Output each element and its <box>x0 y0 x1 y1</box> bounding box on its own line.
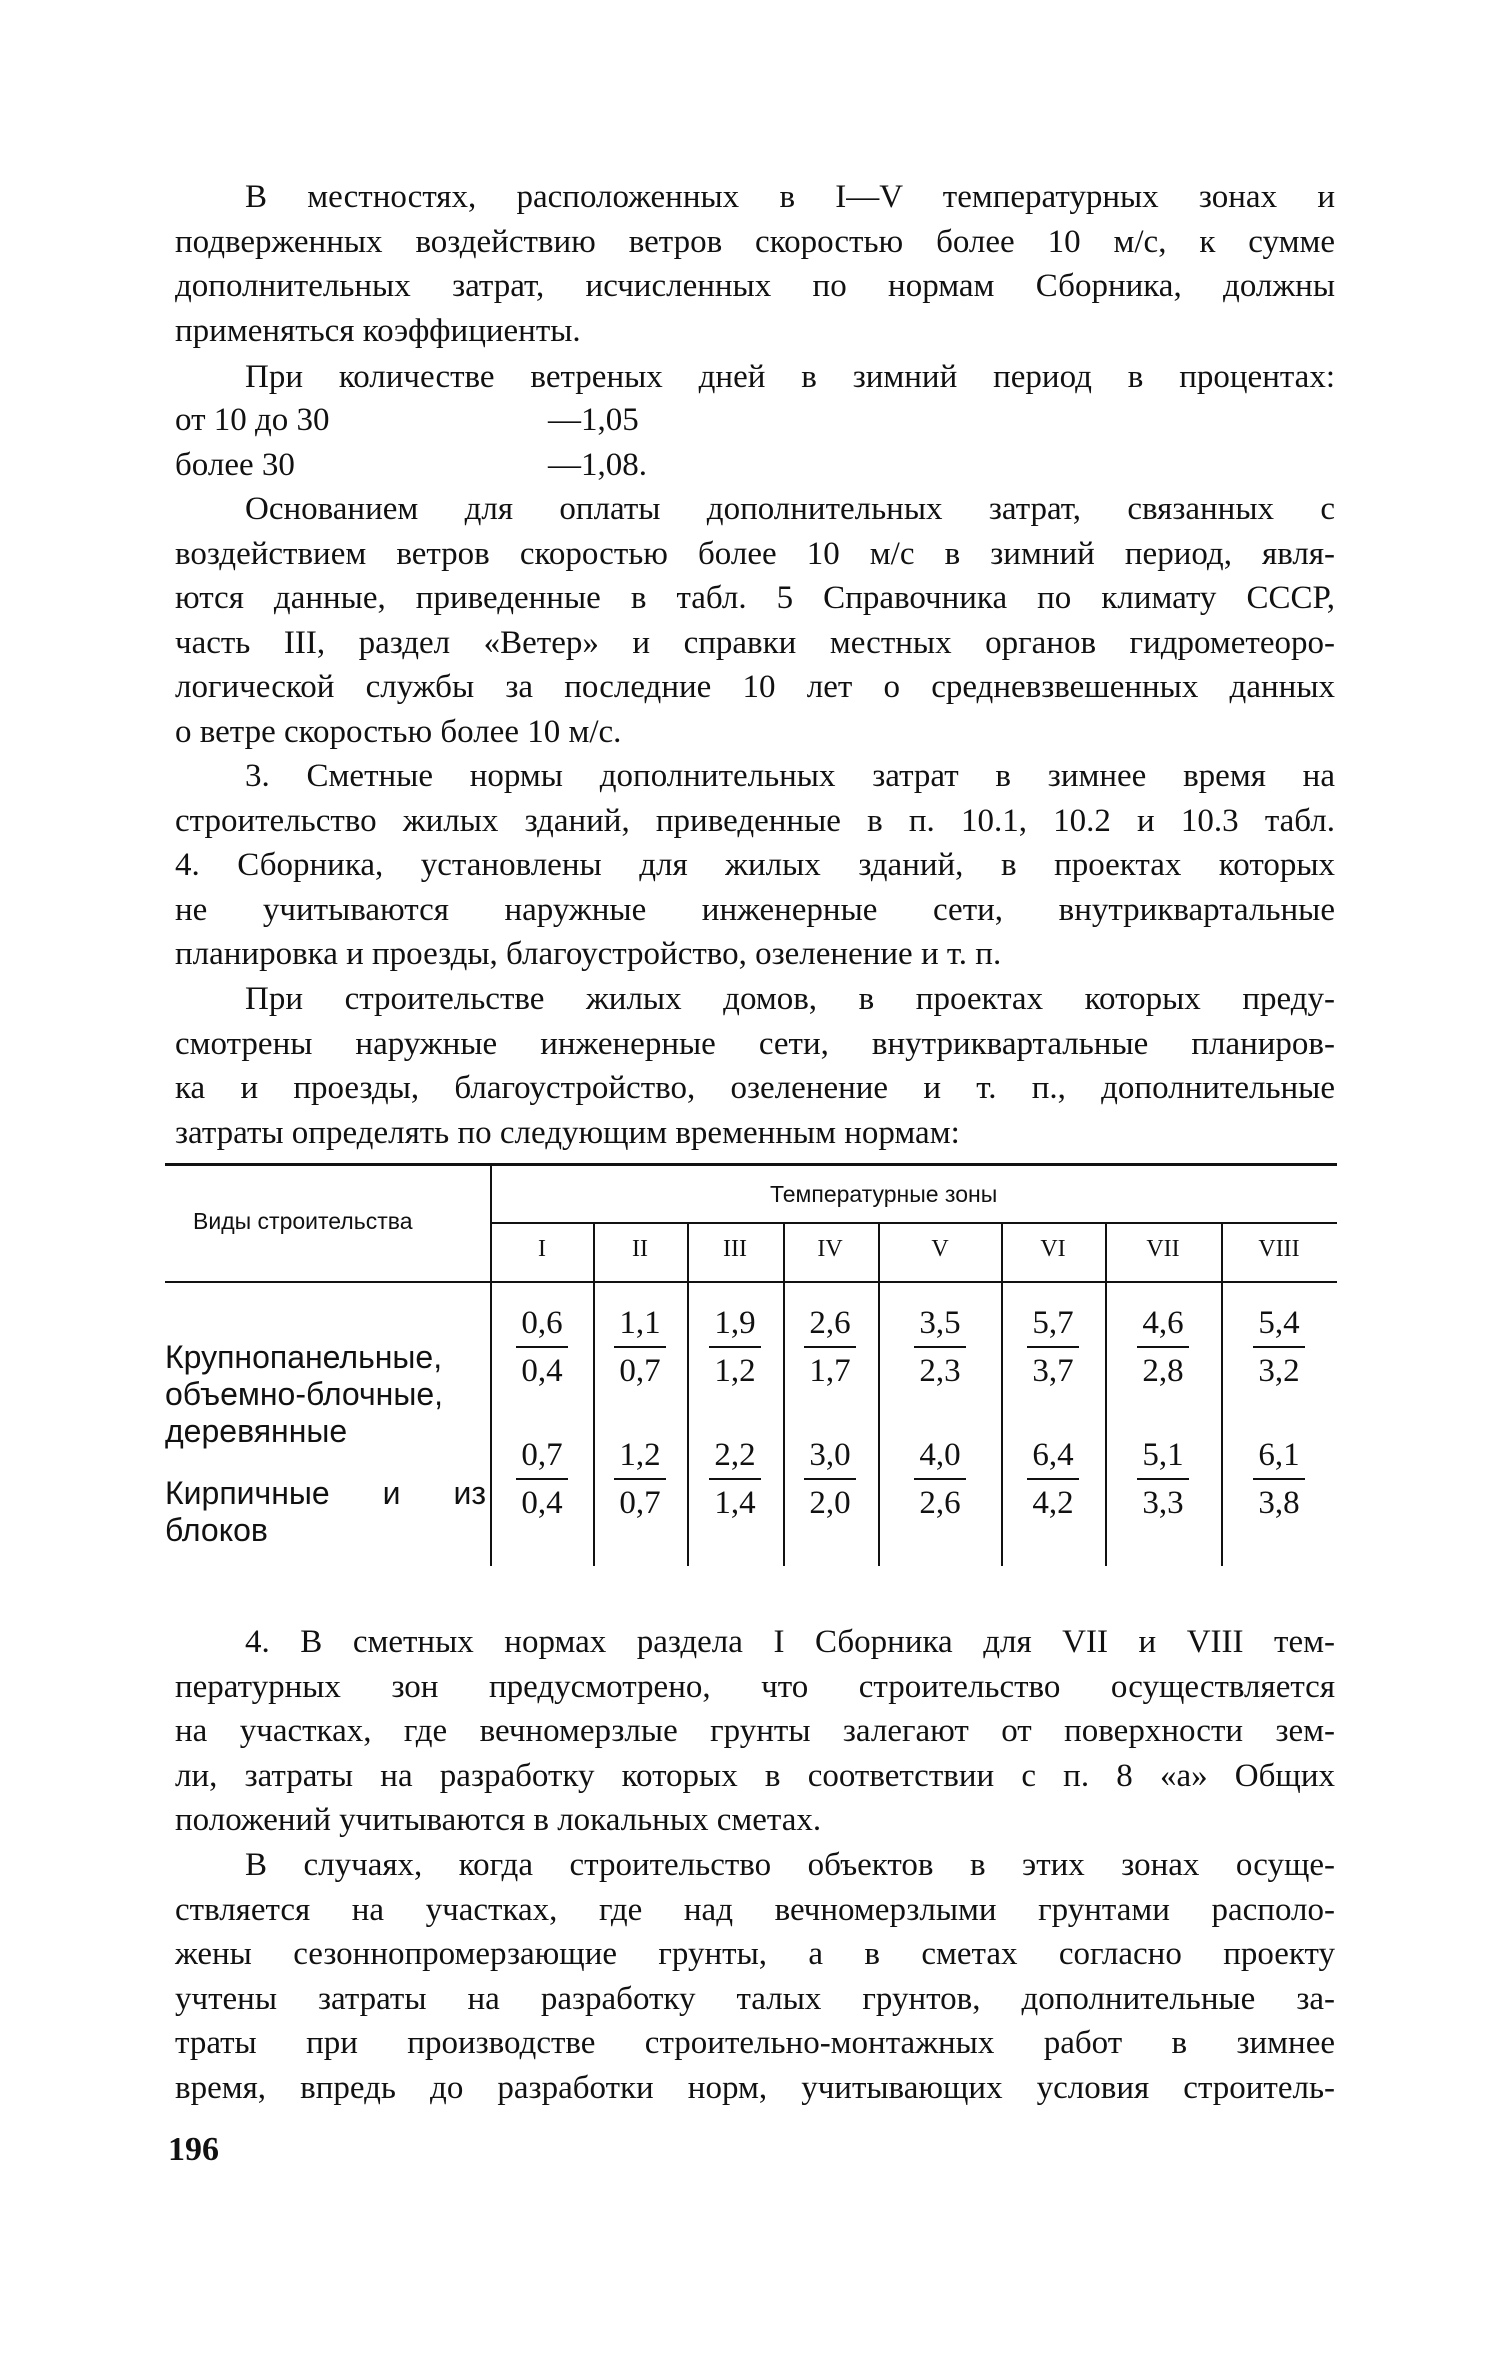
cell-numerator: 3,5 <box>919 1305 961 1341</box>
cell-numerator: 4,0 <box>919 1437 961 1473</box>
cell-numerator: 1,2 <box>619 1437 661 1473</box>
cell-denominator: 3,7 <box>1032 1353 1074 1389</box>
page-number: 196 <box>168 2131 219 2168</box>
zone-label: V <box>931 1236 949 1262</box>
zone-label: I <box>538 1236 546 1262</box>
text-line: смотрены наружные инженерные сети, внутриквартальные планиров- <box>175 1025 1335 1062</box>
cell-denominator: 2,0 <box>809 1485 851 1521</box>
text-line: планировка и проезды, благоустройство, озеленение и т. п. <box>175 936 1002 972</box>
cell-denominator: 1,2 <box>714 1353 756 1389</box>
paragraph-6 <box>175 1620 1335 1843</box>
row-label-line: блоков <box>165 1512 268 1548</box>
cell-numerator: 6,4 <box>1032 1437 1074 1473</box>
text-line: затраты определять по следующим временным нормам: <box>175 1114 960 1151</box>
table-divider <box>1001 1224 1003 1566</box>
fraction-bar <box>1027 1478 1079 1480</box>
cell-denominator: 0,4 <box>521 1485 563 1521</box>
row-label-line: Крупнопанельные, <box>165 1339 443 1375</box>
fraction-bar <box>709 1346 761 1348</box>
table-divider <box>1221 1224 1223 1566</box>
paragraph-3 <box>175 487 1335 754</box>
row-label-line <box>165 1475 490 1512</box>
winter-cost-table <box>165 1163 1337 1566</box>
text-line: 3. Сметные нормы дополнительных затрат в зимнее время на <box>245 758 1335 794</box>
cell-numerator: 2,6 <box>809 1305 851 1341</box>
cell-numerator: 5,7 <box>1032 1305 1074 1341</box>
fraction-bar <box>1027 1346 1079 1348</box>
text-line: ли, затраты на разработку которых в соответствии с п. 8 «а» Общих <box>175 1757 1335 1794</box>
cell-denominator: 4,2 <box>1032 1485 1074 1521</box>
text-line: на участках, где вечномерзлые грунты залегают от поверхности зем- <box>175 1713 1335 1749</box>
fraction-bar <box>914 1478 966 1480</box>
table-cell <box>502 1303 582 1391</box>
text-line: 4. В сметных нормах раздела I Сборника для VII и VIII тем- <box>245 1624 1335 1660</box>
row-label-word: и <box>382 1475 401 1511</box>
cell-denominator: 2,6 <box>919 1485 961 1521</box>
paragraph-4 <box>175 754 1335 977</box>
text-line: о ветре скоростью более 10 м/с. <box>175 713 622 750</box>
text-line: траты при производстве строительно-монтажных работ в зимнее <box>175 2025 1335 2061</box>
paragraph-5 <box>175 977 1335 1155</box>
table-divider <box>687 1224 689 1566</box>
table-cell <box>900 1435 980 1523</box>
cell-numerator: 1,1 <box>619 1305 661 1341</box>
text-line: ются данные, приведенные в табл. 5 Справочника по климату СССР, <box>175 580 1335 616</box>
row-label-line: деревянные <box>165 1413 348 1449</box>
row-label-word: из <box>453 1475 486 1511</box>
fraction-bar <box>804 1346 856 1348</box>
text-line: ствляется на участках, где над вечномерзлыми грунтами располо- <box>175 1891 1335 1928</box>
table-cell <box>900 1303 980 1391</box>
fraction-bar <box>516 1478 568 1480</box>
table-top-rule <box>165 1163 1337 1166</box>
paragraph-1 <box>175 175 1335 353</box>
text-line: время, впредь до разработки норм, учитывающих условия строитель- <box>175 2069 1335 2106</box>
text-line: учтены затраты на разработку талых грунтов, дополнительные за- <box>175 1980 1335 2017</box>
cell-denominator: 2,3 <box>919 1353 961 1389</box>
cell-denominator: 3,2 <box>1258 1353 1300 1389</box>
zone-label: II <box>632 1236 648 1262</box>
zone-label: VI <box>1040 1236 1066 1262</box>
coefficient-range-1: от 10 до 30 <box>175 402 330 438</box>
cell-numerator: 4,6 <box>1142 1305 1184 1341</box>
text-line: В случаях, когда строительство объектов в этих зонах осуще- <box>245 1847 1335 1883</box>
cell-denominator: 0,7 <box>619 1353 661 1389</box>
table-divider <box>783 1224 785 1566</box>
column-header-construction-type: Виды строительства <box>193 1208 413 1234</box>
fraction-bar <box>614 1478 666 1480</box>
fraction-bar <box>709 1478 761 1480</box>
cell-denominator: 3,3 <box>1142 1485 1184 1521</box>
table-cell <box>1239 1303 1319 1391</box>
cell-denominator: 0,4 <box>521 1353 563 1389</box>
cell-numerator: 2,2 <box>714 1437 756 1473</box>
text-line: подверженных воздействию ветров скоростью более 10 м/с, к сумме <box>175 223 1335 260</box>
row-label-word: Кирпичные <box>165 1475 330 1511</box>
row-label-brick <box>165 1475 490 1549</box>
row-label-large-panel <box>165 1339 443 1450</box>
table-cell <box>1123 1303 1203 1391</box>
table-cell <box>502 1435 582 1523</box>
cell-numerator: 0,6 <box>521 1305 563 1341</box>
text-line: воздействием ветров скоростью более 10 м/с в зимний период, явля- <box>175 535 1335 572</box>
table-cell <box>1013 1303 1093 1391</box>
text-line: часть III, раздел «Ветер» и справки местных органов гидрометеоро- <box>175 624 1335 661</box>
text-line: строительство жилых зданий, приведенные в п. 10.1, 10.2 и 10.3 табл. <box>175 802 1335 839</box>
text-line: Основанием для оплаты дополнительных затрат, связанных с <box>245 491 1335 527</box>
row-label-line: объемно-блочные, <box>165 1376 444 1412</box>
text-line: применяться коэффициенты. <box>175 312 581 349</box>
table-divider <box>1105 1224 1107 1566</box>
table-cell <box>1123 1435 1203 1523</box>
table-cell <box>600 1435 680 1523</box>
cell-denominator: 3,8 <box>1258 1485 1300 1521</box>
text-line: положений учитываются в локальных сметах. <box>175 1802 822 1838</box>
table-divider <box>878 1224 880 1566</box>
zone-label: VII <box>1146 1236 1180 1262</box>
cell-numerator: 6,1 <box>1258 1437 1300 1473</box>
table-divider <box>593 1224 595 1566</box>
fraction-bar <box>914 1346 966 1348</box>
cell-numerator: 0,7 <box>521 1437 563 1473</box>
table-cell <box>600 1303 680 1391</box>
zone-label: III <box>723 1236 747 1262</box>
zone-label: VIII <box>1258 1236 1300 1262</box>
table-cell <box>1013 1435 1093 1523</box>
table-header-rule <box>165 1281 1337 1283</box>
text-line: дополнительных затрат, исчисленных по нормам Сборника, должны <box>175 268 1335 304</box>
fraction-bar <box>1137 1478 1189 1480</box>
table-cell <box>790 1303 870 1391</box>
table-cell <box>790 1435 870 1523</box>
zones-header-rule <box>490 1222 1337 1224</box>
cell-denominator: 1,7 <box>809 1353 851 1389</box>
table-cell <box>695 1303 775 1391</box>
column-group-header-zones: Температурные зоны <box>770 1181 998 1207</box>
cell-denominator: 1,4 <box>714 1485 756 1521</box>
text-line: 4. Сборника, установлены для жилых зданий, в проектах которых <box>175 847 1335 883</box>
table-divider <box>490 1163 492 1566</box>
table-cell <box>695 1435 775 1523</box>
text-line: ка и проезды, благоустройство, озеленение и т. п., дополнительные <box>175 1070 1335 1106</box>
fraction-bar <box>804 1478 856 1480</box>
text-line: жены сезоннопромерзающие грунты, а в сметах согласно проекту <box>175 1936 1335 1972</box>
cell-numerator: 1,9 <box>714 1305 756 1341</box>
cell-denominator: 0,7 <box>619 1485 661 1521</box>
text-line: пературных зон предусмотрено, что строительство осуществляется <box>175 1668 1335 1705</box>
fraction-bar <box>1137 1346 1189 1348</box>
zone-label: IV <box>817 1236 843 1262</box>
fraction-bar <box>1253 1346 1305 1348</box>
cell-denominator: 2,8 <box>1142 1353 1184 1389</box>
fraction-bar <box>614 1346 666 1348</box>
paragraph-2 <box>175 355 1335 400</box>
coefficient-value-2: —1,08. <box>548 447 647 483</box>
coefficient-value-1: —1,05 <box>548 402 639 438</box>
fraction-bar <box>1253 1478 1305 1480</box>
cell-numerator: 3,0 <box>809 1437 851 1473</box>
cell-numerator: 5,1 <box>1142 1437 1184 1473</box>
text-line: При количестве ветреных дней в зимний период в процентах: <box>245 359 1335 395</box>
cell-numerator: 5,4 <box>1258 1305 1300 1341</box>
paragraph-7 <box>175 1843 1335 2110</box>
text-line: логической службы за последние 10 лет о средневзвешенных данных <box>175 669 1335 705</box>
text-line: не учитываются наружные инженерные сети, внутриквартальные <box>175 891 1335 928</box>
text-line: При строительстве жилых домов, в проектах которых преду- <box>245 981 1335 1017</box>
coefficient-range-2: более 30 <box>175 447 295 483</box>
table-cell <box>1239 1435 1319 1523</box>
text-line: В местностях, расположенных в I—V температурных зонах и <box>245 179 1335 215</box>
fraction-bar <box>516 1346 568 1348</box>
